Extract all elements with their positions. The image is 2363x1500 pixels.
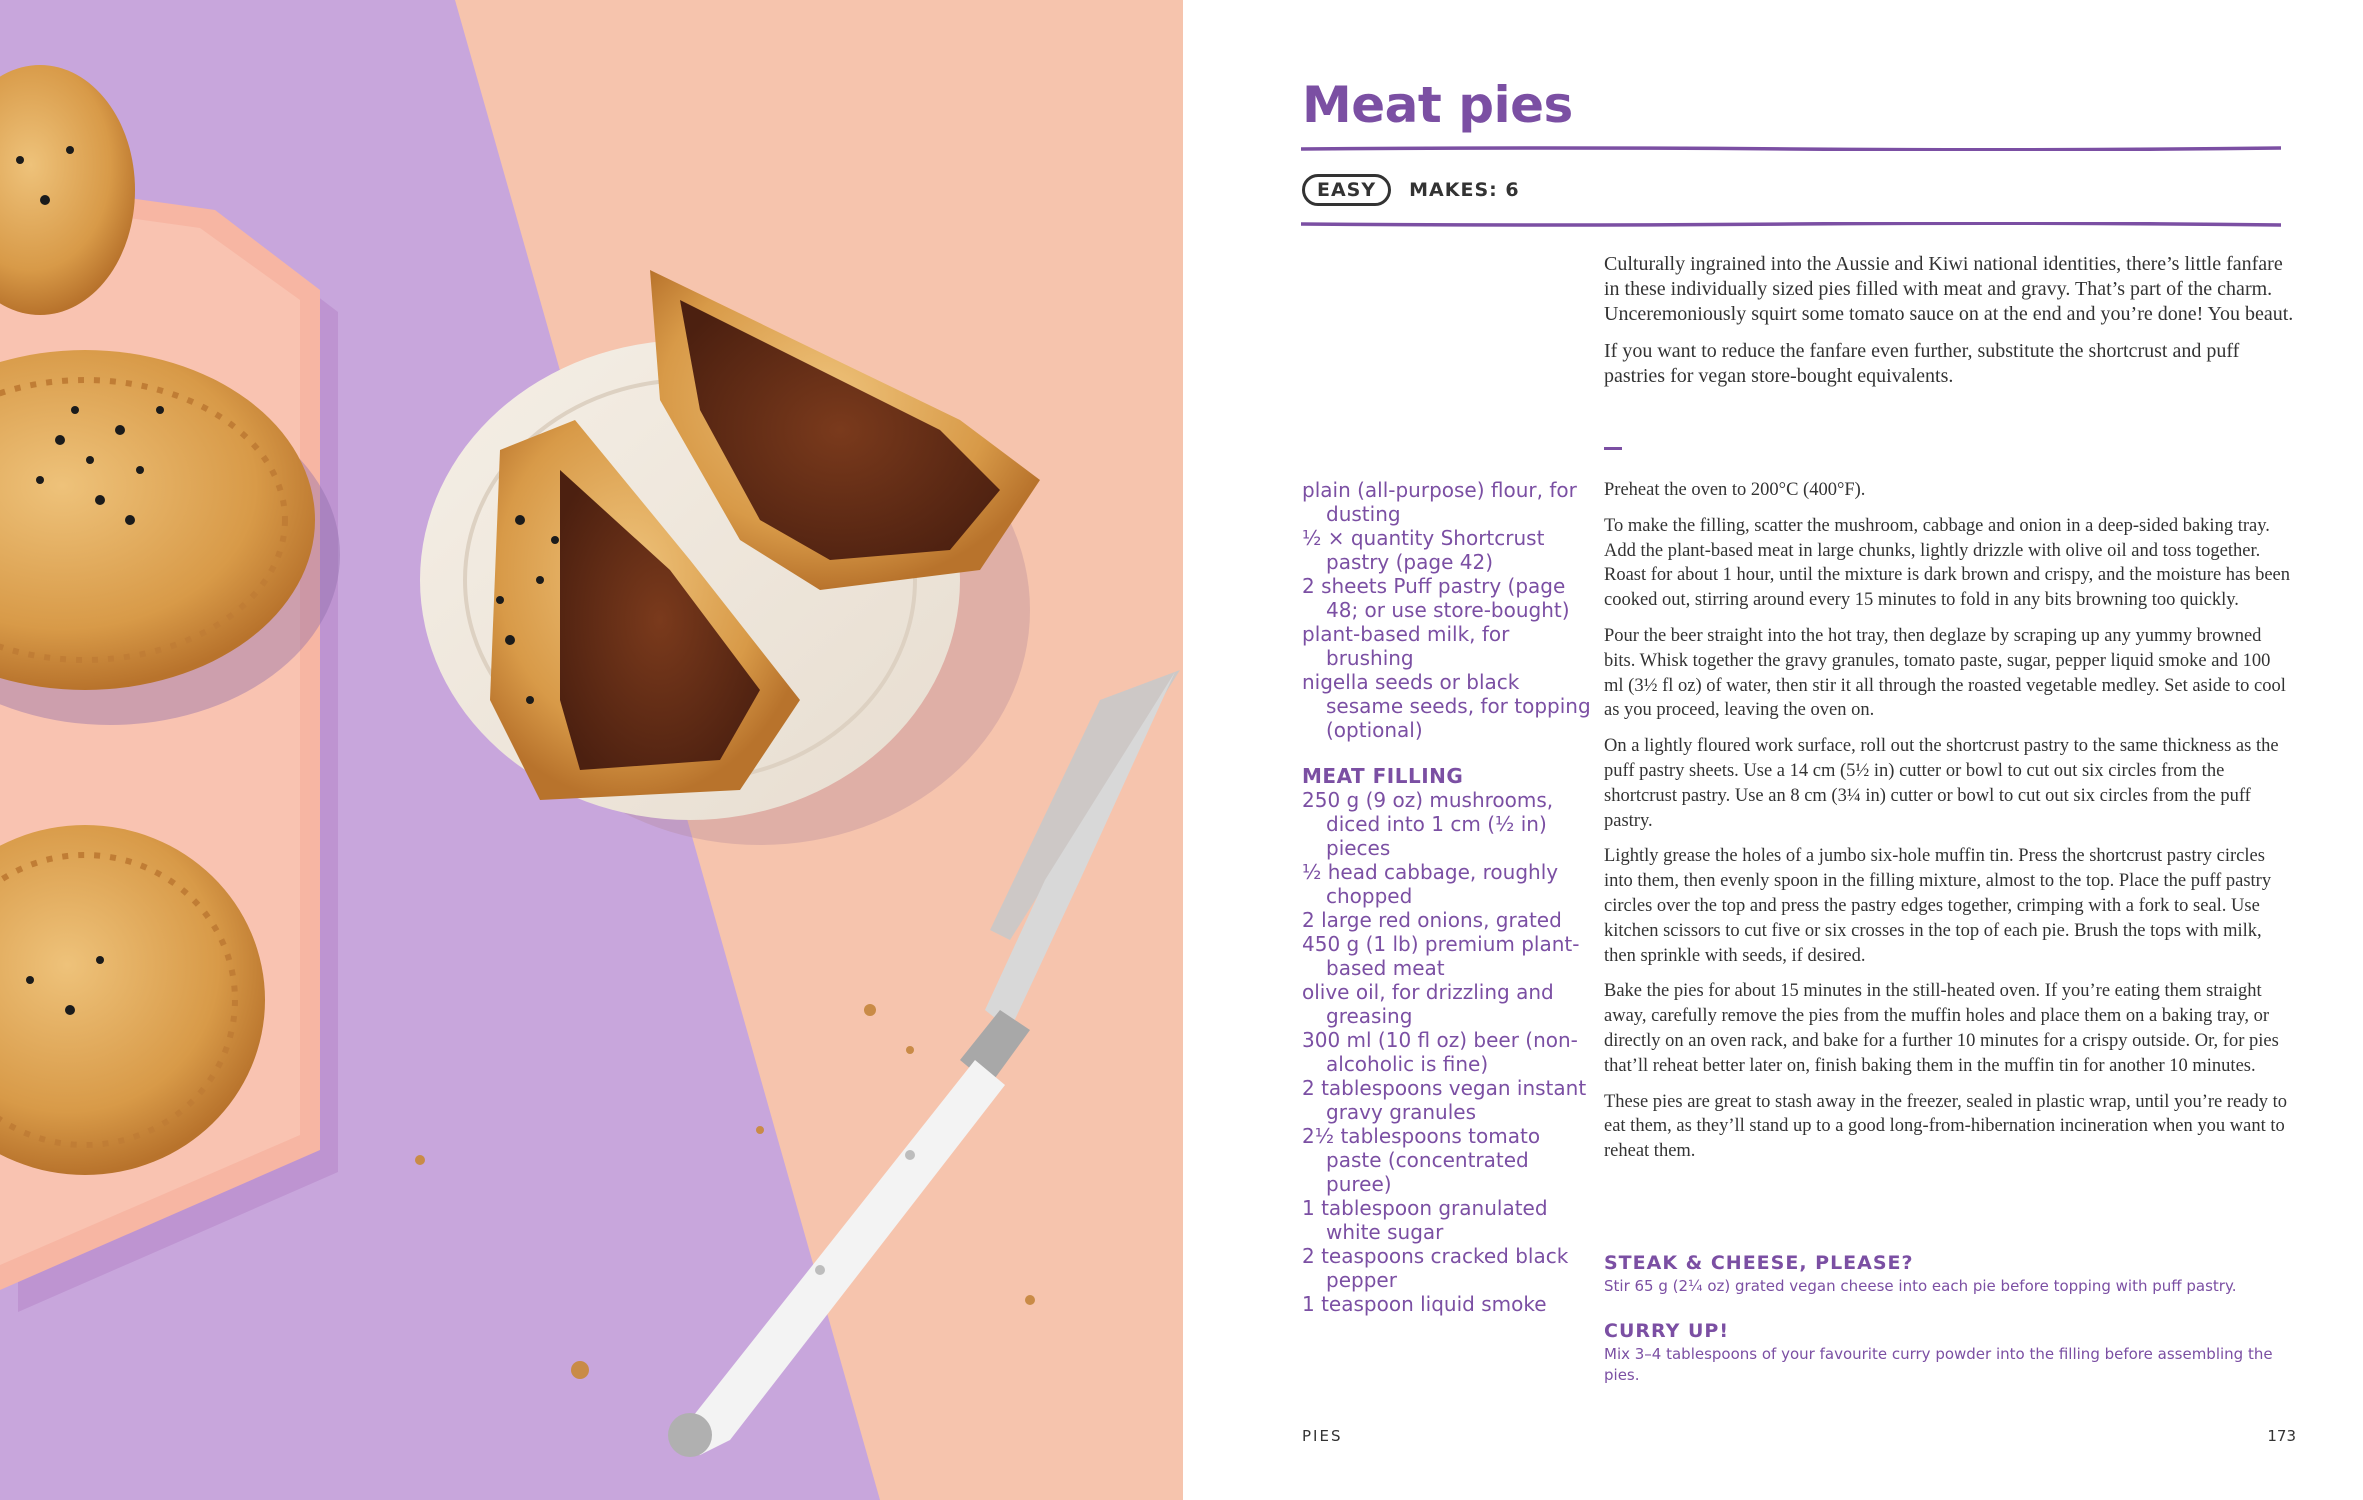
method-step: Lightly grease the holes of a jumbo six-hole muffin tin. Press the shortcrust pastry circles into them, then evenly spoon in the filling mixture, almost to the top. Place the puff pastry circles over the top and press the pastry edges together, crimping with a fork to seal. Use kitchen scissors to cut five or six crosses in the top of each pie. Brush the tops with milk, then sprinkle with seeds, if desired. — [1604, 846, 2272, 966]
tip-heading: CURRY UP! — [1604, 1320, 1729, 1342]
ingredient-item: nigella seeds or black sesame seeds, for topping (optional) — [1302, 670, 1591, 742]
recipe-meta — [1302, 174, 1520, 206]
tip-curry — [1604, 1320, 2294, 1386]
meta-divider — [1301, 222, 2281, 227]
filling-item: 2 tablespoons vegan instant gravy granules — [1302, 1076, 1587, 1124]
filling-heading: MEAT FILLING — [1302, 764, 1464, 788]
filling-item: 1 tablespoon granulated white sugar — [1302, 1196, 1548, 1244]
filling-item: 1 teaspoon liquid smoke — [1302, 1292, 1547, 1316]
recipe-title: Meat pies — [1302, 76, 1573, 134]
ingredient-item: ½ × quantity Shortcrust pastry (page 42) — [1302, 526, 1545, 574]
servings-label: MAKES: 6 — [1409, 179, 1520, 201]
method-step: Preheat the oven to 200°C (400°F). — [1604, 480, 1866, 500]
intro-paragraph: Culturally ingrained into the Aussie and Kiwi national identities, there’s little fanfare in these individually sized pies filled with meat and gravy. That’s part of the charm. Unceremoniously squirt some tomato sauce on at the end and you’re done! You beaut. — [1604, 253, 2294, 325]
recipe-intro — [1604, 252, 2294, 401]
method-step: Pour the beer straight into the hot tray, then deglaze by scraping up any yummy browned bits. Whisk together the gravy granules, tomato paste, sugar, pepper liquid smoke and 100 ml (3½ fl oz) of water, then stir it all through the roasted vegetable medley. Set aside to cool as you proceed, leaving the oven on. — [1604, 625, 2286, 721]
tip-body: Stir 65 g (2¼ oz) grated vegan cheese into each pie before topping with puff pastry. — [1604, 1277, 2237, 1295]
section-dash — [1604, 447, 1622, 450]
method-step: Bake the pies for about 15 minutes in the still-heated oven. If you’re eating them straight away, carefully remove the pies from the muffin holes and place them on a baking tray, or directly on an oven rack, and bake for a further 10 minutes for a crispy outside. Or, for pies that’ll reheat better later on, finish baking them in the muffin tin for another 10 minutes. — [1604, 981, 2279, 1076]
method-steps — [1604, 478, 2294, 1175]
recipe-page — [1183, 0, 2363, 1500]
intro-paragraph: If you want to reduce the fanfare even further, substitute the shortcrust and puff pastries for vegan store-bought equivalents. — [1604, 340, 2240, 387]
section-footer: PIES — [1302, 1427, 1343, 1445]
ingredients-list — [1302, 478, 1592, 1316]
filling-item: olive oil, for drizzling and greasing — [1302, 980, 1554, 1028]
ingredient-item: plain (all-purpose) flour, for dusting — [1302, 478, 1577, 526]
difficulty-badge: EASY — [1302, 174, 1391, 206]
method-step: On a lightly floured work surface, roll out the shortcrust pastry to the same thickness as the puff pastry sheets. Use a 14 cm (5½ in) cutter or bowl to cut out six circles from the shortcrust pastry. Use an 8 cm (3¼ in) cutter or bowl to cut out six circles from the puff pastry. — [1604, 736, 2279, 831]
filling-item: 2 large red onions, grated — [1302, 908, 1562, 932]
filling-item: ½ head cabbage, roughly chopped — [1302, 860, 1559, 908]
tip-heading: STEAK & CHEESE, PLEASE? — [1604, 1252, 1914, 1274]
filling-item: 2 teaspoons cracked black pepper — [1302, 1244, 1569, 1292]
filling-item: 450 g (1 lb) premium plant-based meat — [1302, 932, 1580, 980]
filling-item: 2½ tablespoons tomato paste (concentrated puree) — [1302, 1124, 1541, 1196]
title-divider — [1301, 146, 2281, 151]
filling-item: 300 ml (10 fl oz) beer (non-alcoholic is fine) — [1302, 1028, 1578, 1076]
tip-steak-cheese — [1604, 1252, 2294, 1297]
ingredient-item: plant-based milk, for brushing — [1302, 622, 1510, 670]
filling-item: 250 g (9 oz) mushrooms, diced into 1 cm (½ in) pieces — [1302, 788, 1554, 860]
ingredient-item: 2 sheets Puff pastry (page 48; or use store-bought) — [1302, 574, 1570, 622]
page-number: 173 — [2267, 1427, 2296, 1445]
tip-body: Mix 3–4 tablespoons of your favourite curry powder into the filling before assembling the pies. — [1604, 1345, 2273, 1384]
method-step: To make the filling, scatter the mushroom, cabbage and onion in a deep-sided baking tray. Add the plant-based meat in large chunks, lightly drizzle with olive oil and toss together. Roast for about 1 hour, until the mixture is dark brown and crispy, and the moisture has been cooked out, stirring around every 15 minutes to fold in any bits browning too quickly. — [1604, 515, 2291, 611]
method-step: These pies are great to stash away in the freezer, sealed in plastic wrap, until you’re ready to eat them, as they’ll stand up to a good long-from-hibernation incineration when you want to reheat them. — [1604, 1091, 2287, 1162]
